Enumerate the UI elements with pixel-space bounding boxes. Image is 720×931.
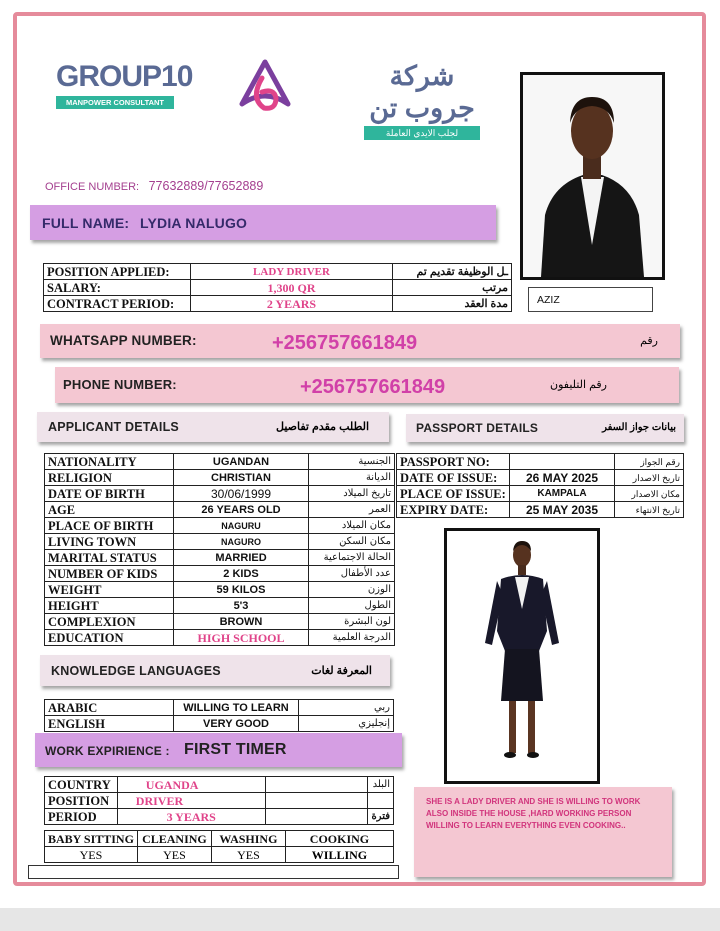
applicant-details-arabic: الطلب مقدم تفاصيل <box>276 421 369 433</box>
applicant-details-header <box>37 412 389 442</box>
arabic-company-name: شركة جروب تن <box>369 61 475 123</box>
dob-value: 30/06/1999 <box>174 486 309 502</box>
skill-header-cleaning: CLEANING <box>137 831 211 847</box>
position-arabic: ـل الوظيفة تقديم تم <box>393 264 512 280</box>
agent-name: AZIZ <box>537 294 560 306</box>
weight-arabic: الوزن <box>309 582 395 598</box>
complexion-value: BROWN <box>174 614 309 630</box>
group10-logo <box>56 60 193 109</box>
remarks-box <box>414 787 672 877</box>
full-name-bar <box>30 205 496 240</box>
weight-label: WEIGHT <box>45 582 174 598</box>
knowledge-languages-header <box>40 655 390 686</box>
table-row <box>397 486 684 502</box>
date-of-issue-label: DATE OF ISSUE: <box>397 470 510 486</box>
table-row <box>45 550 395 566</box>
religion-label: RELIGION <box>45 470 174 486</box>
language-english-label: ENGLISH <box>45 716 174 732</box>
salary-label: SALARY: <box>44 280 191 296</box>
group10-logo-text: GROUP10 <box>56 60 193 93</box>
age-arabic: العمر <box>309 502 395 518</box>
contract-period-arabic: مدة العقد <box>393 296 512 312</box>
arabic-company-logo <box>352 60 492 140</box>
dob-arabic: تاريخ الميلاد <box>309 486 395 502</box>
full-body-photo <box>444 528 600 784</box>
languages-table <box>44 699 394 732</box>
table-row <box>45 716 394 732</box>
knowledge-languages-label: KNOWLEDGE LANGUAGES <box>51 664 221 678</box>
full-body-photo-image <box>447 531 597 781</box>
nationality-value: UGANDAN <box>174 454 309 470</box>
position-table <box>43 263 512 312</box>
table-row <box>45 582 395 598</box>
whatsapp-label: WHATSAPP NUMBER: <box>50 333 197 348</box>
place-of-birth-value: NAGURU <box>174 518 309 534</box>
country-value: UGANDA <box>117 777 265 793</box>
table-row <box>45 614 395 630</box>
work-table-blank-cell <box>265 809 368 825</box>
passport-no-label: PASSPORT NO: <box>397 454 510 470</box>
work-experience-bar <box>35 733 402 767</box>
living-town-arabic: مكان السكن <box>309 534 395 550</box>
portrait-photo <box>520 72 665 280</box>
place-of-birth-label: PLACE OF BIRTH <box>45 518 174 534</box>
skill-header-cooking: COOKING <box>285 831 393 847</box>
language-arabic-arabic: ربي <box>299 700 394 716</box>
date-of-issue-arabic: تاريخ الاصدار <box>615 470 684 486</box>
page-bottom-band <box>0 908 720 931</box>
country-label: COUNTRY <box>45 777 118 793</box>
marital-status-arabic: الحالة الاجتماعية <box>309 550 395 566</box>
table-row <box>45 700 394 716</box>
work-experience-label: WORK EXPIRIENCE : <box>45 744 170 758</box>
phone-value: +256757661849 <box>300 376 446 398</box>
work-table <box>44 776 394 825</box>
nationality-arabic: الجنسية <box>309 454 395 470</box>
table-row <box>45 454 395 470</box>
height-arabic: الطول <box>309 598 395 614</box>
marital-status-label: MARITAL STATUS <box>45 550 174 566</box>
phone-arabic: رقم التليفون <box>550 379 607 391</box>
table-row <box>45 630 395 646</box>
place-of-issue-value: KAMPALA <box>510 486 615 502</box>
period-label: PERIOD <box>45 809 118 825</box>
passport-no-value <box>510 454 615 470</box>
table-row <box>45 809 394 825</box>
skill-value-baby-sitting: YES <box>45 847 138 863</box>
table-row <box>45 502 395 518</box>
date-of-issue-value: 26 MAY 2025 <box>510 470 615 486</box>
skill-header-baby-sitting: BABY SITTING <box>45 831 138 847</box>
work-table-blank-cell <box>265 777 368 793</box>
remarks-text: SHE IS A LADY DRIVER AND SHE IS WILLING TO WORK ALSO INSIDE THE HOUSE ,HARD WORKING PERSON WILLING TO LEARN EVERYTHING EVEN COOKING.. <box>426 797 641 830</box>
phone-label: PHONE NUMBER: <box>63 377 177 392</box>
footer-empty-box <box>28 865 399 879</box>
expiry-date-value: 25 MAY 2035 <box>510 502 615 518</box>
table-row <box>45 486 395 502</box>
table-row <box>45 793 394 809</box>
complexion-arabic: لون البشرة <box>309 614 395 630</box>
passport-table <box>396 453 684 518</box>
height-label: HEIGHT <box>45 598 174 614</box>
age-label: AGE <box>45 502 174 518</box>
table-row <box>397 502 684 518</box>
table-row <box>45 566 395 582</box>
table-row <box>45 470 395 486</box>
passport-no-arabic: رقم الجواز <box>615 454 684 470</box>
arabic-company-subtitle: لجلب الايدي العاملة <box>364 126 480 140</box>
full-name-value: LYDIA NALUGO <box>140 215 248 231</box>
place-of-issue-arabic: مكان الاصدار <box>615 486 684 502</box>
skill-value-cleaning: YES <box>137 847 211 863</box>
full-name-label: FULL NAME: <box>42 215 130 231</box>
complexion-label: COMPLEXION <box>45 614 174 630</box>
office-number <box>45 179 263 193</box>
table-row <box>45 534 395 550</box>
passport-details-header <box>406 414 684 442</box>
number-of-kids-arabic: عدد الأطفال <box>309 566 395 582</box>
table-row <box>45 847 394 863</box>
number-of-kids-label: NUMBER OF KIDS <box>45 566 174 582</box>
salary-arabic: مرتب <box>393 280 512 296</box>
work-position-value: DRIVER <box>117 793 265 809</box>
table-row <box>45 777 394 793</box>
applicant-details-label: APPLICANT DETAILS <box>48 420 179 434</box>
group10-logo-subtitle: MANPOWER CONSULTANT <box>56 96 174 109</box>
education-label: EDUCATION <box>45 630 174 646</box>
company-emblem-icon <box>236 58 294 116</box>
applicant-table <box>44 453 395 646</box>
nationality-label: NATIONALITY <box>45 454 174 470</box>
age-value: 26 YEARS OLD <box>174 502 309 518</box>
education-arabic: الدرجة العلمية <box>309 630 395 646</box>
religion-arabic: الديانة <box>309 470 395 486</box>
table-row <box>44 264 512 280</box>
phone-bar <box>55 367 679 403</box>
table-row <box>44 280 512 296</box>
contract-period-label: CONTRACT PERIOD: <box>44 296 191 312</box>
portrait-photo-image <box>523 75 662 277</box>
religion-value: CHRISTIAN <box>174 470 309 486</box>
place-of-issue-label: PLACE OF ISSUE: <box>397 486 510 502</box>
position-value: LADY DRIVER <box>191 264 393 280</box>
contract-period-value: 2 YEARS <box>191 296 393 312</box>
number-of-kids-value: 2 KIDS <box>174 566 309 582</box>
weight-value: 59 KILOS <box>174 582 309 598</box>
agent-box <box>528 287 653 312</box>
language-english-value: VERY GOOD <box>174 716 299 732</box>
place-of-birth-arabic: مكان الميلاد <box>309 518 395 534</box>
marital-status-value: MARRIED <box>174 550 309 566</box>
work-position-arabic <box>368 793 394 809</box>
expiry-date-arabic: تاريخ الانتهاء <box>615 502 684 518</box>
table-row <box>45 598 395 614</box>
period-value: 3 YEARS <box>117 809 265 825</box>
table-row <box>45 831 394 847</box>
work-experience-value: FIRST TIMER <box>184 741 287 758</box>
table-row <box>397 454 684 470</box>
table-row <box>44 296 512 312</box>
skill-value-cooking: WILLING <box>285 847 393 863</box>
country-arabic: البلد <box>368 777 394 793</box>
living-town-value: NAGURO <box>174 534 309 550</box>
skills-table <box>44 830 394 863</box>
passport-details-arabic: بيانات جواز السفر <box>602 422 676 433</box>
living-town-label: LIVING TOWN <box>45 534 174 550</box>
language-arabic-value: WILLING TO LEARN <box>174 700 299 716</box>
height-value: 5'3 <box>174 598 309 614</box>
skill-value-washing: YES <box>211 847 285 863</box>
dob-label: DATE OF BIRTH <box>45 486 174 502</box>
education-value: HIGH SCHOOL <box>174 630 309 646</box>
whatsapp-bar <box>40 324 680 358</box>
office-number-value: 77632889/77652889 <box>148 179 264 193</box>
whatsapp-arabic: رقم <box>640 335 658 347</box>
position-label: POSITION APPLIED: <box>44 264 191 280</box>
whatsapp-value: +256757661849 <box>272 332 418 354</box>
table-row <box>45 518 395 534</box>
office-number-label: OFFICE NUMBER: <box>45 181 140 193</box>
work-table-blank-cell <box>265 793 368 809</box>
language-english-arabic: إنجليزي <box>299 716 394 732</box>
period-arabic: فترة <box>368 809 394 825</box>
work-position-label: POSITION <box>45 793 118 809</box>
knowledge-languages-arabic: المعرفة لغات <box>311 665 372 677</box>
skill-header-washing: WASHING <box>211 831 285 847</box>
salary-value: 1,300 QR <box>191 280 393 296</box>
expiry-date-label: EXPIRY DATE: <box>397 502 510 518</box>
passport-details-label: PASSPORT DETAILS <box>416 421 539 435</box>
table-row <box>397 470 684 486</box>
language-arabic-label: ARABIC <box>45 700 174 716</box>
